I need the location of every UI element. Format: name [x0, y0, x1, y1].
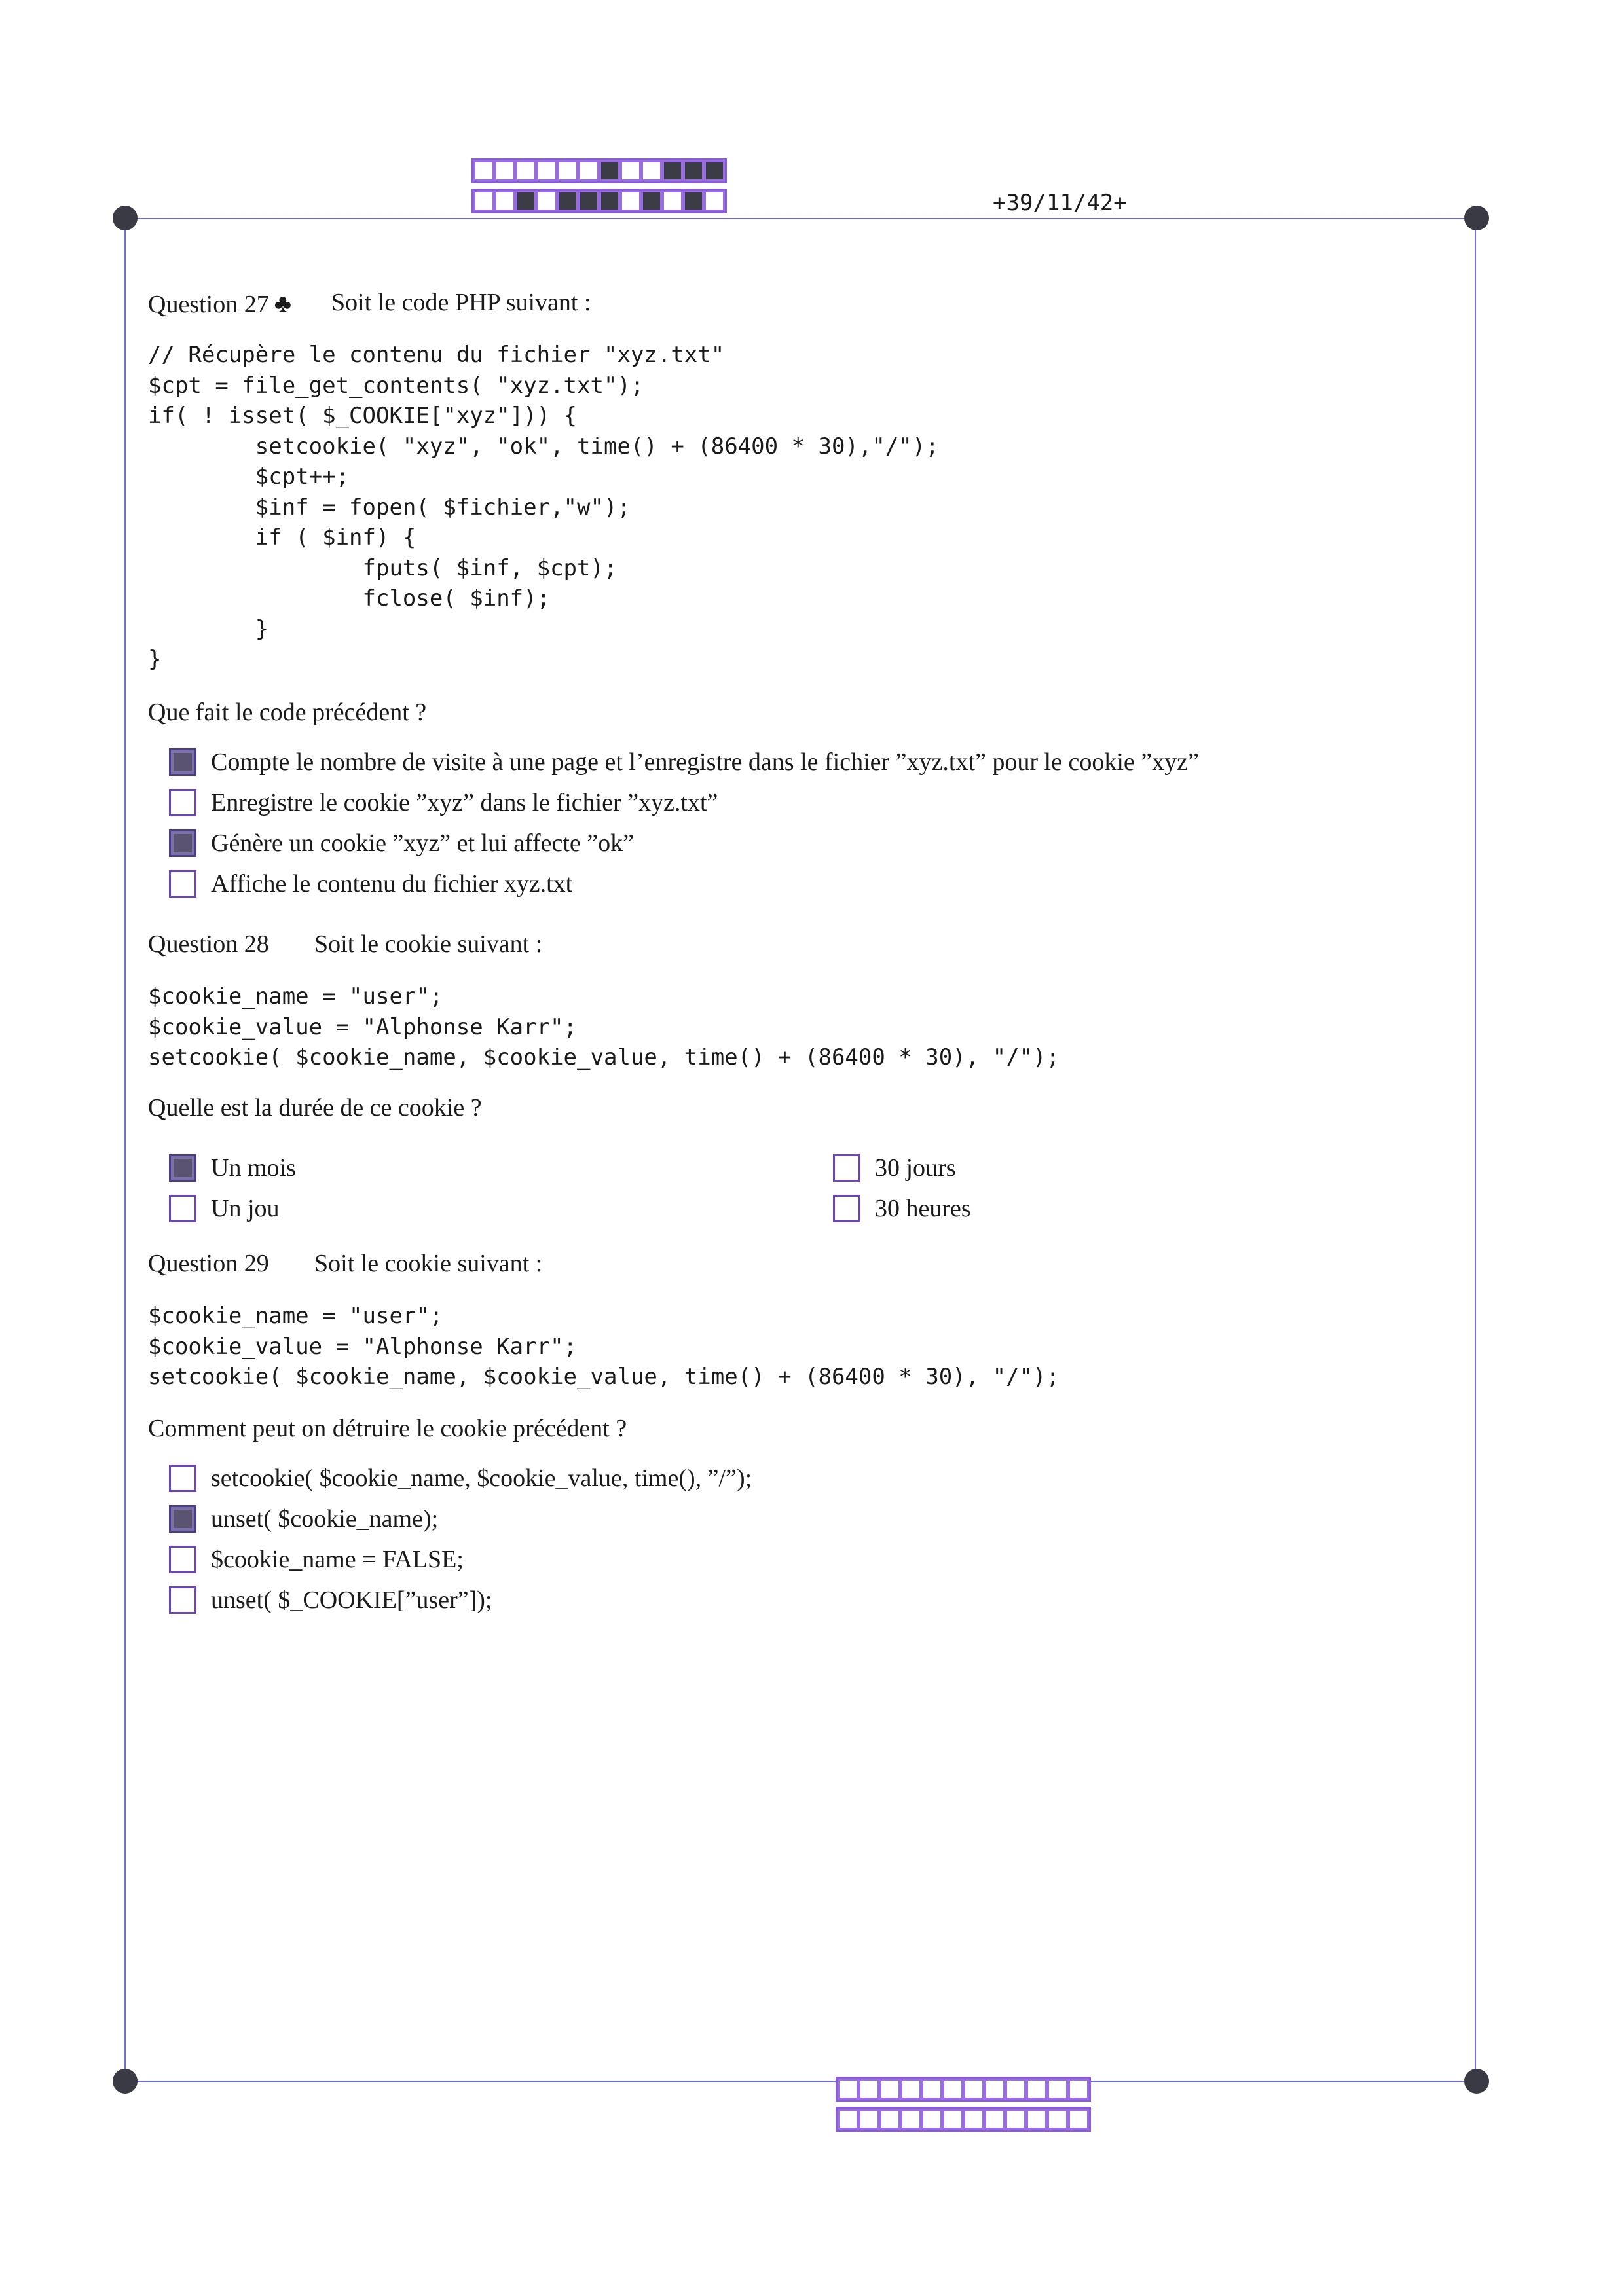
answer-label: $cookie_name = FALSE; — [211, 1546, 464, 1573]
question-label: Question 27 — [148, 291, 269, 318]
corner-marker-top-left — [113, 206, 138, 230]
answer-label: unset( $_COOKIE[”user”]); — [211, 1586, 492, 1614]
answer-option[interactable] — [169, 748, 1199, 776]
answer-option[interactable] — [169, 829, 634, 858]
answer-option[interactable] — [169, 1586, 492, 1614]
question-prompt: Quelle est la durée de ce cookie ? — [148, 1094, 482, 1121]
question-prompt: Comment peut on détruire le cookie précédent ? — [148, 1415, 627, 1442]
question-label: Question 28 — [148, 930, 269, 958]
checkbox-checked[interactable] — [169, 1505, 196, 1533]
answer-label: Enregistre le cookie ”xyz” dans le fichier ”xyz.txt” — [211, 789, 718, 816]
question-27-header — [148, 288, 591, 319]
answer-option[interactable] — [169, 1194, 280, 1223]
checkbox[interactable] — [833, 1195, 860, 1222]
checkbox[interactable] — [169, 1546, 196, 1573]
answer-option[interactable] — [833, 1194, 971, 1223]
answer-label: 30 heures — [875, 1195, 971, 1222]
checkbox-checked[interactable] — [169, 1154, 196, 1182]
code-box-row — [836, 2107, 1091, 2132]
checkbox[interactable] — [833, 1154, 860, 1182]
answer-label: Génère un cookie ”xyz” et lui affecte ”ok” — [211, 829, 634, 857]
answer-label: Compte le nombre de visite à une page et l’enregistre dans le fichier ”xyz.txt” pour le cookie ”xyz” — [211, 748, 1199, 776]
corner-marker-bottom-right — [1464, 2069, 1489, 2094]
checkbox[interactable] — [169, 789, 196, 816]
question-intro: Soit le cookie suivant : — [314, 1250, 543, 1277]
checkbox[interactable] — [169, 1195, 196, 1222]
checkbox-checked[interactable] — [169, 748, 196, 776]
answer-label: Un mois — [211, 1154, 296, 1182]
answer-option[interactable] — [833, 1154, 956, 1182]
page-id: +39/11/42+ — [993, 190, 1127, 216]
page-code-boxes-bottom — [836, 2077, 1091, 2132]
question-28-header — [148, 930, 543, 958]
answer-option[interactable] — [169, 1545, 464, 1574]
checkbox[interactable] — [169, 1586, 196, 1614]
answer-label: unset( $cookie_name); — [211, 1505, 439, 1533]
code-block: // Récupère le contenu du fichier "xyz.txt" $cpt = file_get_contents( "xyz.txt"); if( ! isset( $_COOKIE["xyz"])) { setcookie( "xyz", "ok", time() + (86400 * 30),"/"); $cpt++; $inf = fopen( $fichier,"w"); if ( $inf) { fputs( $inf, $cpt); fclose( $inf); } } — [148, 342, 939, 672]
question-prompt: Que fait le code précédent ? — [148, 699, 427, 726]
answer-label: 30 jours — [875, 1154, 956, 1182]
code-block: $cookie_name = "user"; $cookie_value = "Alphonse Karr"; setcookie( $cookie_name, $cookie_value, time() + (86400 * 30), "/"); — [148, 1303, 1060, 1390]
code-box-row — [471, 158, 727, 183]
corner-marker-top-right — [1464, 206, 1489, 230]
code-box-row — [471, 189, 727, 213]
checkbox-checked[interactable] — [169, 829, 196, 857]
answer-label: setcookie( $cookie_name, $cookie_value, time(), ”/”); — [211, 1465, 752, 1492]
answer-label: Un jou — [211, 1195, 280, 1222]
answer-option[interactable] — [169, 869, 572, 898]
club-icon: ♣ — [274, 289, 291, 318]
answer-option[interactable] — [169, 1504, 438, 1533]
code-box-row — [836, 2077, 1091, 2102]
answer-option[interactable] — [169, 1154, 296, 1182]
question-intro: Soit le cookie suivant : — [314, 930, 543, 958]
answer-option[interactable] — [169, 1464, 752, 1493]
checkbox[interactable] — [169, 1465, 196, 1492]
code-block: $cookie_name = "user"; $cookie_value = "Alphonse Karr"; setcookie( $cookie_name, $cookie_value, time() + (86400 * 30), "/"); — [148, 983, 1060, 1070]
question-label: Question 29 — [148, 1250, 269, 1277]
question-29-header — [148, 1249, 543, 1278]
checkbox[interactable] — [169, 870, 196, 898]
page-code-boxes-top — [471, 158, 727, 213]
answer-option[interactable] — [169, 788, 718, 817]
answer-label: Affiche le contenu du fichier xyz.txt — [211, 870, 573, 898]
question-intro: Soit le code PHP suivant : — [331, 289, 591, 316]
corner-marker-bottom-left — [113, 2069, 138, 2094]
